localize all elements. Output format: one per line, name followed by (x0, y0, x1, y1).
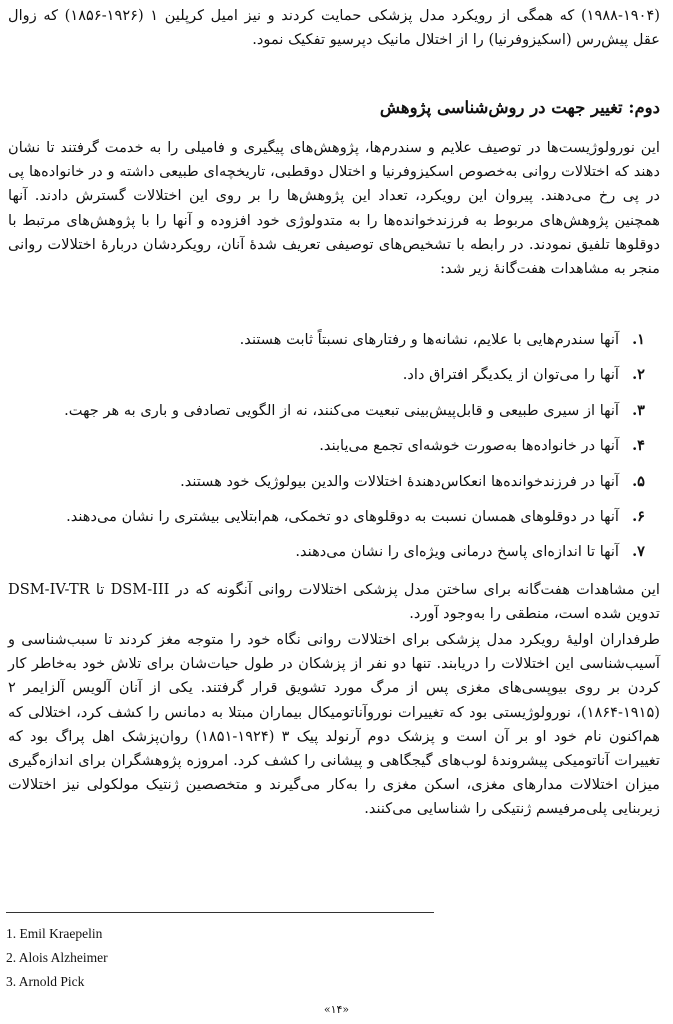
footnote-2: 2. Alois Alzheimer (6, 950, 108, 965)
list-item (4, 537, 645, 572)
list-item-text: آنها در فرزندخوانده‌ها انعکاس‌دهندهٔ اختلالات والدین بیولوژیک خود هستند. (180, 472, 619, 490)
list-item (4, 467, 645, 502)
list-item (4, 360, 645, 395)
list-item-text: آنها از سیری طبیعی و قابل‌پیش‌بینی تبعیت می‌کنند، نه از الگویی تصادفی و باری به هر جهت. (64, 401, 619, 419)
list-item-number: ۴. (632, 437, 645, 455)
list-item (4, 502, 645, 537)
page-number: «۱۴» (323, 1003, 350, 1016)
list-item-text: آنها در خانواده‌ها به‌صورت خوشه‌ای تجمع می‌یابند. (319, 437, 619, 455)
list-item-text: آنها سندرم‌هایی با علایم، نشانه‌ها و رفتارهای نسبتاً ثابت هستند. (239, 331, 619, 348)
list-item-number: ۳. (632, 401, 645, 419)
footnote-3: 3. Arnold Pick (6, 974, 85, 989)
list-item-text: آنها در دوقلوهای همسان نسبت به دوقلوهای دو تخمکی، هم‌ابتلایی بیشتری را نشان می‌دهند. (66, 507, 619, 525)
intro-paragraph: (۱۹۸۸-۱۹۰۴) که همگی از رویکرد مدل پزشکی حمایت کردند و نیز امیل کرپلین ۱ (۱۹۲۶-۱۸۵۶) که زوال عقل پیش‌رس (اسکیزوفرنیا) را از اختلال مانیک دپرسیو تفکیک نمود. (8, 7, 660, 49)
list-item (4, 396, 645, 431)
list-item-number: ۵. (632, 472, 645, 490)
list-item (4, 325, 645, 360)
list-item (4, 431, 645, 466)
footnote-1: 1. Emil Kraepelin (6, 926, 103, 941)
body-paragraph-3: طرفداران اولیهٔ رویکرد مدل پزشکی برای اختلالات روانی نگاه خود را متوجه مغز کردند تا سبب‌شناسی و آسیب‌شناسی این اختلالات را دریابند. تنها دو نفر از پزشکان در طول حیات‌شان برای تلاش خود به‌خاطر کار کردن بر روی بیوپسی‌های مغزی پس از مرگ مورد تشویق قرار گرفتند. یکی از آنان آلویس آلزایمر ۲ (۱۹۱۵-۱۸۶۴)، نورولوژیستی بود که تغییرات نوروآناتومیکال بیماران مبتلا به دمانس را کشف کرد، اختلالی که هم‌اکنون نام خود او بر آن است و پزشک دوم آرنولد پیک ۳ (۱۹۲۴-۱۸۵۱) روان‌پزشک اهل پراگ بود که تغییرات آناتومیکی پیشروندهٔ لوب‌های گیجگاهی و پیشانی را کشف کرد. امروزه پژوهشگران برای اندازه‌گیری میزان اختلالات مدارهای مغزی، اسکن مغزی را به‌کار می‌گیرند و متخصصین ژنتیک مولکولی نیز اختلالات زیربنایی پلی‌مرفیسم ژنتیکی را شناسایی می‌کنند. (8, 631, 660, 818)
list-item-number: ۲. (632, 366, 645, 384)
list-item-number: ۶. (632, 507, 645, 525)
observations-list (4, 325, 645, 573)
list-item-text: آنها تا اندازه‌ای پاسخ درمانی ویژه‌ای را نشان می‌دهند. (295, 543, 619, 561)
list-item-number: ۱. (632, 331, 645, 348)
body-paragraph-1: این نورولوژیست‌ها در توصیف علایم و سندرم‌ها، پژوهش‌های پیگیری و فامیلی را به خدمت گرفتند تا نشان دهند که اختلالات روانی به‌خصوص اسکیزوفرنیا و اختلال دوقطبی، تاریخچه‌ای طبیعی داشته و در خانواده‌ها پی در پی رخ می‌دهند. پیروان این رویکرد، تعداد این پژوهش‌ها را بر روی این اختلالات گسترش دادند. آنها همچنین پژوهش‌های مربوط به فرزندخوانده‌ها را به متدولوژی خود افزوده و آنها را با پژوهش‌های مرتبط با دوقلوها تلفیق نمودند. در رابطه با تشخیص‌های توصیفی تعریف شدهٔ آنان، رویکردشان دربارهٔ اختلالات روانی منجر به مشاهدات هفت‌گانهٔ زیر شد: (8, 139, 660, 278)
list-item-number: ۷. (632, 543, 645, 561)
footnote-divider (6, 912, 434, 913)
list-item-text: آنها را می‌توان از یکدیگر افتراق داد. (402, 366, 619, 384)
section-heading: دوم: تغییر جهت در روش‌شناسی پژوهش (379, 98, 660, 117)
body-paragraph-2: این مشاهدات هفت‌گانه برای ساختن مدل پزشکی اختلالات روانی آنگونه که در DSM-III تا DSM-IV-TR تدوین شده است، منطقی را به‌وجود آورد. (8, 581, 660, 623)
